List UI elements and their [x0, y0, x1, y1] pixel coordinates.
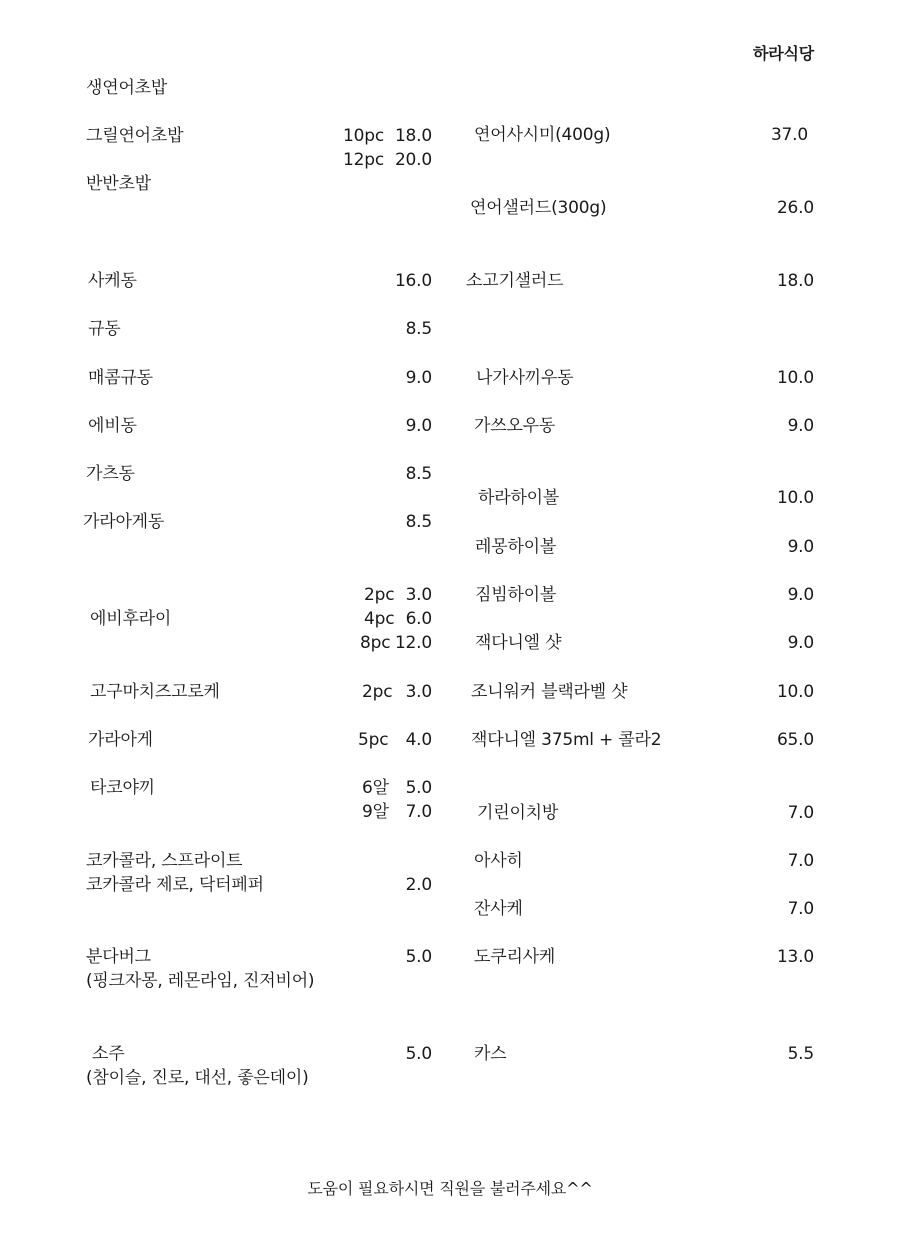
item-name: 사케동	[88, 271, 137, 291]
menu-item-half-half-sushi: 반반초밥	[86, 174, 151, 194]
item-price: 7.0	[405, 802, 432, 822]
item-price: 37.0	[770, 125, 808, 145]
item-price: 3.0	[405, 682, 432, 702]
item-name: 조니워커 블랙라벨 샷	[471, 682, 628, 702]
item-price: 13.0	[776, 947, 814, 967]
item-price: 9.0	[787, 537, 814, 557]
item-price: 9.0	[787, 585, 814, 605]
item-price: 9.0	[787, 416, 814, 436]
item-price: 20.0	[394, 150, 432, 170]
item-price: 16.0	[394, 271, 432, 291]
item-option: 9알	[362, 802, 389, 822]
item-price: 6.0	[405, 609, 432, 629]
item-name: 연어샐러드(300g)	[470, 198, 607, 218]
item-price: 10.0	[776, 682, 814, 702]
item-name: 아사히	[474, 851, 523, 871]
item-option: 4pc	[364, 609, 395, 629]
item-name: 잭다니엘 샷	[475, 633, 562, 653]
item-price: 9.0	[405, 368, 432, 388]
item-name: 소고기샐러드	[466, 271, 564, 291]
item-price: 18.0	[776, 271, 814, 291]
item-name: 가라아게동	[83, 512, 165, 532]
item-name: 하라하이볼	[478, 488, 560, 508]
item-price: 8.5	[405, 319, 432, 339]
item-name: 에비후라이	[90, 609, 172, 629]
salmon-sushi-heading: 생연어초밥	[86, 78, 168, 98]
item-price: 10.0	[776, 488, 814, 508]
item-name: 고구마치즈고로케	[90, 682, 220, 702]
item-description: (핑크자몽, 레몬라임, 진저비어)	[86, 971, 315, 991]
item-name: 소주	[92, 1044, 125, 1064]
item-price: 5.0	[405, 1044, 432, 1064]
item-price: 26.0	[776, 198, 814, 218]
item-price: 8.5	[405, 512, 432, 532]
item-name: 나가사끼우동	[476, 368, 574, 388]
item-option: 8pc	[360, 633, 391, 653]
item-name: 그릴연어초밥	[86, 126, 184, 146]
item-name: 카스	[474, 1044, 507, 1064]
item-price: 9.0	[787, 633, 814, 653]
item-price: 12.0	[394, 633, 432, 653]
item-price: 3.0	[405, 585, 432, 605]
item-name: 짐빔하이볼	[475, 585, 557, 605]
item-price: 2.0	[405, 875, 432, 895]
item-name: 코카콜라, 스프라이트	[86, 851, 243, 871]
item-name: 레몽하이볼	[475, 537, 557, 557]
item-price: 7.0	[787, 899, 814, 919]
item-name: 코카콜라 제로, 닥터페퍼	[86, 875, 264, 895]
item-price: 4.0	[405, 730, 432, 750]
item-option: 5pc	[358, 730, 389, 750]
item-name: 가라아게	[88, 730, 153, 750]
item-price: 5.5	[787, 1044, 814, 1064]
item-price: 7.0	[787, 851, 814, 871]
item-price: 18.0	[394, 126, 432, 146]
item-price: 9.0	[405, 416, 432, 436]
footer-note: 도움이 필요하시면 직원을 불러주세요^^	[307, 1179, 593, 1198]
item-option: 2pc	[364, 585, 395, 605]
item-name: 기린이치방	[477, 803, 559, 823]
item-name: 에비동	[88, 416, 137, 436]
item-name: 잭다니엘 375ml + 콜라2	[471, 730, 662, 750]
item-name: 타코야끼	[90, 778, 155, 798]
item-option: 10pc	[343, 126, 384, 146]
item-description: (참이슬, 진로, 대선, 좋은데이)	[86, 1068, 309, 1088]
item-name: 매콤규동	[88, 368, 153, 388]
item-option: 12pc	[343, 150, 384, 170]
item-name: 도쿠리사케	[474, 947, 556, 967]
item-price: 7.0	[787, 803, 814, 823]
item-name: 연어사시미(400g)	[474, 125, 611, 145]
item-name: 규동	[88, 319, 121, 339]
item-price: 8.5	[405, 464, 432, 484]
item-price: 65.0	[776, 730, 814, 750]
item-option: 6알	[362, 778, 389, 798]
item-price: 5.0	[405, 778, 432, 798]
item-price: 10.0	[776, 368, 814, 388]
item-name: 분다버그	[86, 947, 151, 967]
item-name: 가쓰오우동	[474, 416, 556, 436]
restaurant-name: 하라식당	[752, 44, 814, 63]
item-name: 잔사케	[474, 899, 523, 919]
item-option: 2pc	[362, 682, 393, 702]
item-price: 5.0	[405, 947, 432, 967]
item-name: 가츠동	[86, 464, 135, 484]
